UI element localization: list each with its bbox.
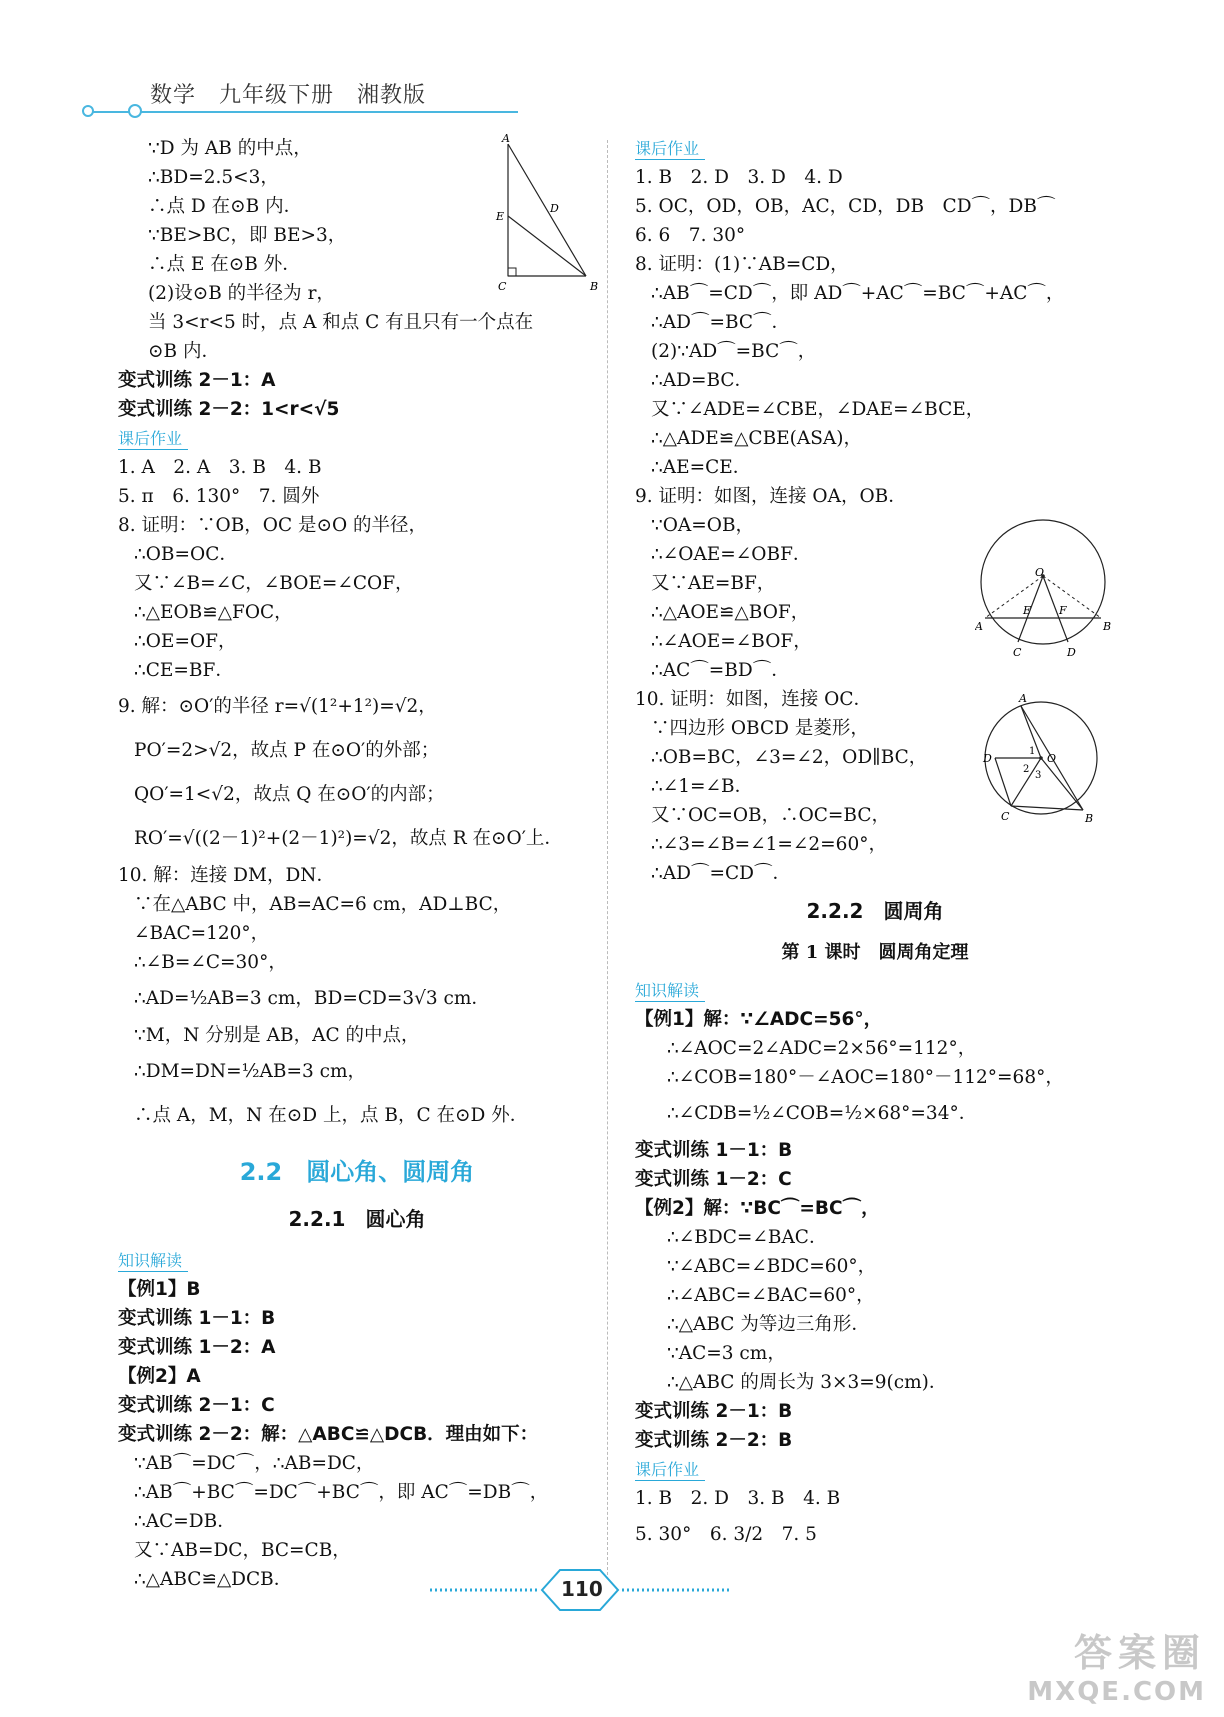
solution-line: ∴∠AOE=∠BOF， <box>651 631 812 652</box>
section-tag-row <box>118 424 596 453</box>
solution-line: ∴OE=OF， <box>134 631 237 652</box>
solution-line: 5. π 6. 130° 7. 圆外 <box>118 486 320 507</box>
solution-line: ∴AC=DB． <box>134 1511 236 1532</box>
answer-label-line: 变式训练 1－2：A <box>118 1337 276 1358</box>
solution-line: ∵M，N 分别是 AB，AC 的中点， <box>134 1025 420 1046</box>
fig1-label-a: A <box>502 134 510 145</box>
solution-line: ∴△ABC 的周长为 3×3=9(cm)． <box>667 1372 948 1393</box>
answer-label-line: 变式训练 2－2：B <box>635 1430 793 1451</box>
page-number: 110 <box>561 1577 603 1601</box>
solution-line: QO′=1<√2，故点 Q 在⊙O′的内部； <box>134 784 445 805</box>
solution-line: ∴CE=BF． <box>134 660 234 681</box>
solution-line: ∴∠1=∠B． <box>651 776 754 797</box>
solution-line: ∴OB=OC． <box>134 544 238 565</box>
solution-line: ∴∠B=∠C=30°， <box>134 952 287 973</box>
fig2-label-e: E <box>1023 604 1032 617</box>
solution-line: 1. B 2. D 3. D 4. D <box>635 167 843 188</box>
section-tag: 课后作业 <box>635 1460 705 1481</box>
column-divider <box>607 140 608 1580</box>
section-tag: 知识解读 <box>118 1251 188 1272</box>
solution-line: ∴AB⌒+BC⌒=DC⌒+BC⌒，即 AC⌒=DB⌒， <box>134 1482 549 1503</box>
solution-line: ∴AD⌒=BC⌒． <box>651 312 791 333</box>
header-dot <box>82 105 94 117</box>
fig1-label-d: D <box>550 202 559 215</box>
answer-label-line: 变式训练 1－1：B <box>635 1140 793 1161</box>
fig3-label-b: B <box>1085 812 1094 825</box>
answer-label-line: 【例1】B <box>118 1279 201 1300</box>
solution-line: RO′=√((2－1)²+(2－1)²)=√2，故点 R 在⊙O′上． <box>134 828 563 849</box>
solution-line: ∴AD⌒=CD⌒． <box>651 863 791 884</box>
solution-line: ∵OA=OB， <box>651 515 755 536</box>
solution-line: 5. 30° 6. 3/2 7. 5 <box>635 1524 817 1545</box>
section-tag: 课后作业 <box>118 429 188 450</box>
left-column <box>118 134 599 1594</box>
section-heading: 2.2 圆心角、圆周角 <box>239 1158 475 1186</box>
solution-line: 又∵OC=OB，∴OC=BC， <box>651 805 891 826</box>
watermark-url: MXQE.COM <box>1027 1677 1206 1707</box>
section-tag-row <box>635 1455 1115 1484</box>
solution-line: ⊙B 内． <box>148 341 220 362</box>
fig1-label-c: C <box>498 280 507 293</box>
fig3-label-d: D <box>983 752 992 765</box>
solution-line: 10. 证明：如图，连接 OC． <box>635 689 873 710</box>
solution-line: ∴△ABC 为等边三角形． <box>667 1314 870 1335</box>
solution-line: ∴∠3=∠B=∠1=∠2=60°， <box>651 834 887 855</box>
solution-line: 8. 证明：∵OB，OC 是⊙O 的半径， <box>118 515 428 536</box>
page-header-title: 数学 九年级下册 湘教版 <box>150 83 427 108</box>
solution-line: 6. 6 7. 30° <box>635 225 746 246</box>
section-tag-row <box>635 134 1115 163</box>
solution-line: ∵∠ABC=∠BDC=60°， <box>667 1256 877 1277</box>
answer-label-line: 变式训练 2－1：B <box>635 1401 793 1422</box>
solution-line: ∵在△ABC 中，AB=AC=6 cm，AD⊥BC， <box>134 894 512 915</box>
header-dot <box>128 104 142 118</box>
solution-line: 5. OC，OD，OB，AC，CD，DB CD⌒，DB⌒ <box>635 196 1056 217</box>
solution-line: PO′=2>√2，故点 P 在⊙O′的外部； <box>134 740 440 761</box>
solution-line: ∴△ADE≌△CBE(ASA)， <box>651 428 863 449</box>
solution-line: ∴AD=½AB=3 cm，BD=CD=3√3 cm． <box>134 988 490 1009</box>
fig3-label-o: O <box>1047 752 1057 765</box>
fig3-label-a: A <box>1019 692 1027 705</box>
solution-line: ∴∠OAE=∠OBF． <box>651 544 812 565</box>
section-tag-row <box>118 1246 596 1275</box>
triangle-figure <box>490 134 600 294</box>
fig2-label-c: C <box>1013 646 1022 658</box>
solution-line: ∴点 A，M，N 在⊙D 上，点 B，C 在⊙D 外． <box>134 1105 529 1126</box>
fig1-label-b: B <box>590 280 599 293</box>
fig2-label-b: B <box>1103 620 1112 633</box>
solution-line: 又∵AE=BF， <box>651 573 776 594</box>
section-tag: 课后作业 <box>635 139 705 160</box>
watermark <box>1027 1622 1206 1707</box>
solution-line: 又∵∠ADE=∠CBE，∠DAE=∠BCE， <box>651 399 985 420</box>
solution-line: ∴AB⌒=CD⌒，即 AD⌒+AC⌒=BC⌒+AC⌒， <box>651 283 1065 304</box>
solution-line: ∴OB=BC，∠3=∠2，OD∥BC， <box>651 747 928 768</box>
fig3-angle-1: 1 <box>1029 746 1036 757</box>
solution-line: 8. 证明：(1)∵AB=CD， <box>635 254 849 275</box>
section-heading: 2.2.2 圆周角 <box>806 899 944 923</box>
fig3-label-c: C <box>1001 810 1010 823</box>
solution-line: 1. A 2. A 3. B 4. B <box>118 457 322 478</box>
circle-rhombus-figure <box>975 690 1115 830</box>
answer-label-line: 【例1】解：∵∠ADC=56°， <box>635 1009 883 1030</box>
solution-line: ∠BAC=120°， <box>134 923 270 944</box>
solution-line: 当 3<r<5 时，点 A 和点 C 有且只有一个点在 <box>148 312 534 333</box>
right-column <box>635 134 1115 1557</box>
solution-line: ∴DM=DN=½AB=3 cm， <box>134 1061 367 1082</box>
solution-line: ∴∠ABC=∠BAC=60°， <box>667 1285 875 1306</box>
solution-line: ∴△ABC≌△DCB． <box>134 1569 293 1590</box>
solution-line: ∴△AOE≌△BOF， <box>651 602 810 623</box>
section-heading: 2.2.1 圆心角 <box>288 1207 426 1231</box>
solution-line: 1. B 2. D 3. B 4. B <box>635 1488 841 1509</box>
circle-chord-figure <box>975 518 1115 658</box>
section-heading: 第 1 课时 圆周角定理 <box>781 942 969 963</box>
fig2-label-o: O <box>1035 566 1045 579</box>
fig3-angle-2: 2 <box>1023 764 1030 775</box>
solution-line: ∵AB⌒=DC⌒，∴AB=DC， <box>134 1453 375 1474</box>
solution-line: 10. 解：连接 DM，DN． <box>118 865 335 886</box>
solution-line: ∴△EOB≌△FOC， <box>134 602 293 623</box>
answer-label-line: 【例2】解：∵BC⌒=BC⌒， <box>635 1198 880 1219</box>
fig2-label-a: A <box>975 620 983 633</box>
solution-line: ∴∠CDB=½∠COB=½×68°=34°． <box>667 1103 978 1124</box>
solution-line: 又∵∠B=∠C，∠BOE=∠COF， <box>134 573 414 594</box>
watermark-logo-text: 答案圈 <box>1073 1631 1206 1675</box>
section-tag-row <box>635 976 1115 1005</box>
solution-line: ∴AE=CE． <box>651 457 752 478</box>
header-rule <box>88 111 518 113</box>
solution-line: 9. 证明：如图，连接 OA，OB． <box>635 486 907 507</box>
solution-line: 又∵AB=DC，BC=CB， <box>134 1540 351 1561</box>
answer-label-line: 【例2】A <box>118 1366 201 1387</box>
solution-line: 9. 解：⊙O′的半径 r=√(1²+1²)=√2， <box>118 696 437 717</box>
answer-label-line: 变式训练 2－1：A <box>118 370 276 391</box>
solution-line: ∴点 E 在⊙B 外． <box>148 254 301 275</box>
answer-label-line: 变式训练 2－1：C <box>118 1395 275 1416</box>
solution-line: (2)∵AD⌒=BC⌒， <box>651 341 817 362</box>
solution-line: ∴∠BDC=∠BAC． <box>667 1227 828 1248</box>
solution-line: ∴BD=2.5<3， <box>148 167 279 188</box>
solution-line: (2)设⊙B 的半径为 r， <box>148 283 335 304</box>
answer-label-line: 变式训练 2－2：1<r<√5 <box>118 399 340 420</box>
answer-label-line: 变式训练 1－2：C <box>635 1169 792 1190</box>
solution-line: ∵D 为 AB 的中点， <box>148 138 312 159</box>
solution-line: ∴∠AOC=2∠ADC=2×56°=112°， <box>667 1038 977 1059</box>
fig2-label-d: D <box>1067 646 1076 658</box>
solution-line: ∴AD=BC． <box>651 370 754 391</box>
section-tag: 知识解读 <box>635 981 705 1002</box>
fig1-label-e: E <box>496 210 505 223</box>
fig3-angle-3: 3 <box>1035 770 1042 781</box>
answer-label-line: 变式训练 2－2：解：△ABC≌△DCB．理由如下： <box>118 1424 539 1445</box>
solution-line: ∴点 D 在⊙B 内． <box>148 196 303 217</box>
solution-line: ∵AC=3 cm， <box>667 1343 786 1364</box>
solution-line: ∵BE>BC，即 BE>3， <box>148 225 347 246</box>
answer-label-line: 变式训练 1－1：B <box>118 1308 276 1329</box>
fig2-label-f: F <box>1059 604 1067 617</box>
solution-line: ∴∠COB=180°－∠AOC=180°－112°=68°， <box>667 1067 1064 1088</box>
solution-line: ∴AC⌒=BD⌒． <box>651 660 790 681</box>
solution-line: ∵四边形 OBCD 是菱形， <box>651 718 869 739</box>
